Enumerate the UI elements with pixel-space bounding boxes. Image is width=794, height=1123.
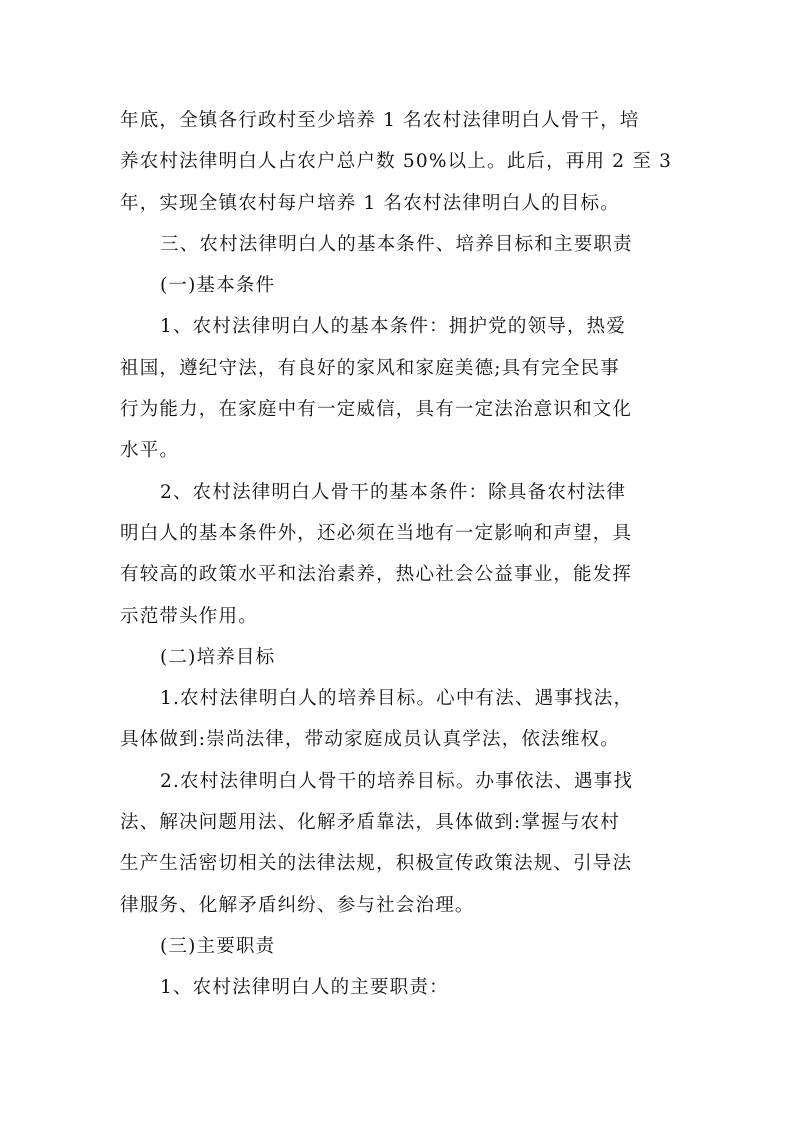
subheading-basic-conditions: (一)基本条件 [160, 275, 276, 297]
text-line: 2、农村法律明白人骨干的基本条件：除具备农村法律 [160, 481, 627, 503]
subheading-main-duties: (三)主要职责 [160, 935, 276, 957]
text-line: 水平。 [120, 440, 180, 462]
text-line: 祖国，遵纪守法，有良好的家风和家庭美德;具有完全民事 [120, 357, 620, 379]
text-line: 1.农村法律明白人的培养目标。心中有法、遇事找法， [160, 688, 634, 710]
text-line: 有较高的政策水平和法治素养，热心社会公益事业，能发挥 [120, 564, 633, 586]
text-line: 明白人的基本条件外，还必须在当地有一定影响和声望，具 [120, 522, 633, 544]
text-line: 生产生活密切相关的法律法规，积极宣传政策法规、引导法 [120, 853, 633, 875]
text-line: 1、农村法律明白人的主要职责： [160, 977, 449, 999]
document-body [120, 100, 680, 1009]
text-line: 2.农村法律明白人骨干的培养目标。办事依法、遇事找 [160, 770, 634, 792]
subheading-training-goals: (二)培养目标 [160, 646, 276, 668]
text-line: 年底，全镇各行政村至少培养 1 名农村法律明白人骨干，培 [120, 110, 640, 131]
text-line: 具体做到:崇尚法律，带动家庭成员认真学法，依法维权。 [120, 729, 620, 751]
text-line: 示范带头作用。 [120, 605, 258, 627]
text-line: 年，实现全镇农村每户培养 1 名农村法律明白人的目标。 [120, 192, 620, 214]
text-line: 1、农村法律明白人的基本条件：拥护党的领导，热爱 [160, 316, 627, 338]
section-heading-3: 三、农村法律明白人的基本条件、培养目标和主要职责 [160, 233, 633, 255]
text-line: 法、解决问题用法、化解矛盾靠法，具体做到:掌握与农村 [120, 812, 620, 834]
text-line: 养农村法律明白人占农户总户数 50%以上。此后，再用 2 至 3 [120, 151, 673, 173]
text-line: 行为能力，在家庭中有一定威信，具有一定法治意识和文化 [120, 399, 633, 421]
text-line: 律服务、化解矛盾纠纷、参与社会治理。 [120, 894, 475, 916]
